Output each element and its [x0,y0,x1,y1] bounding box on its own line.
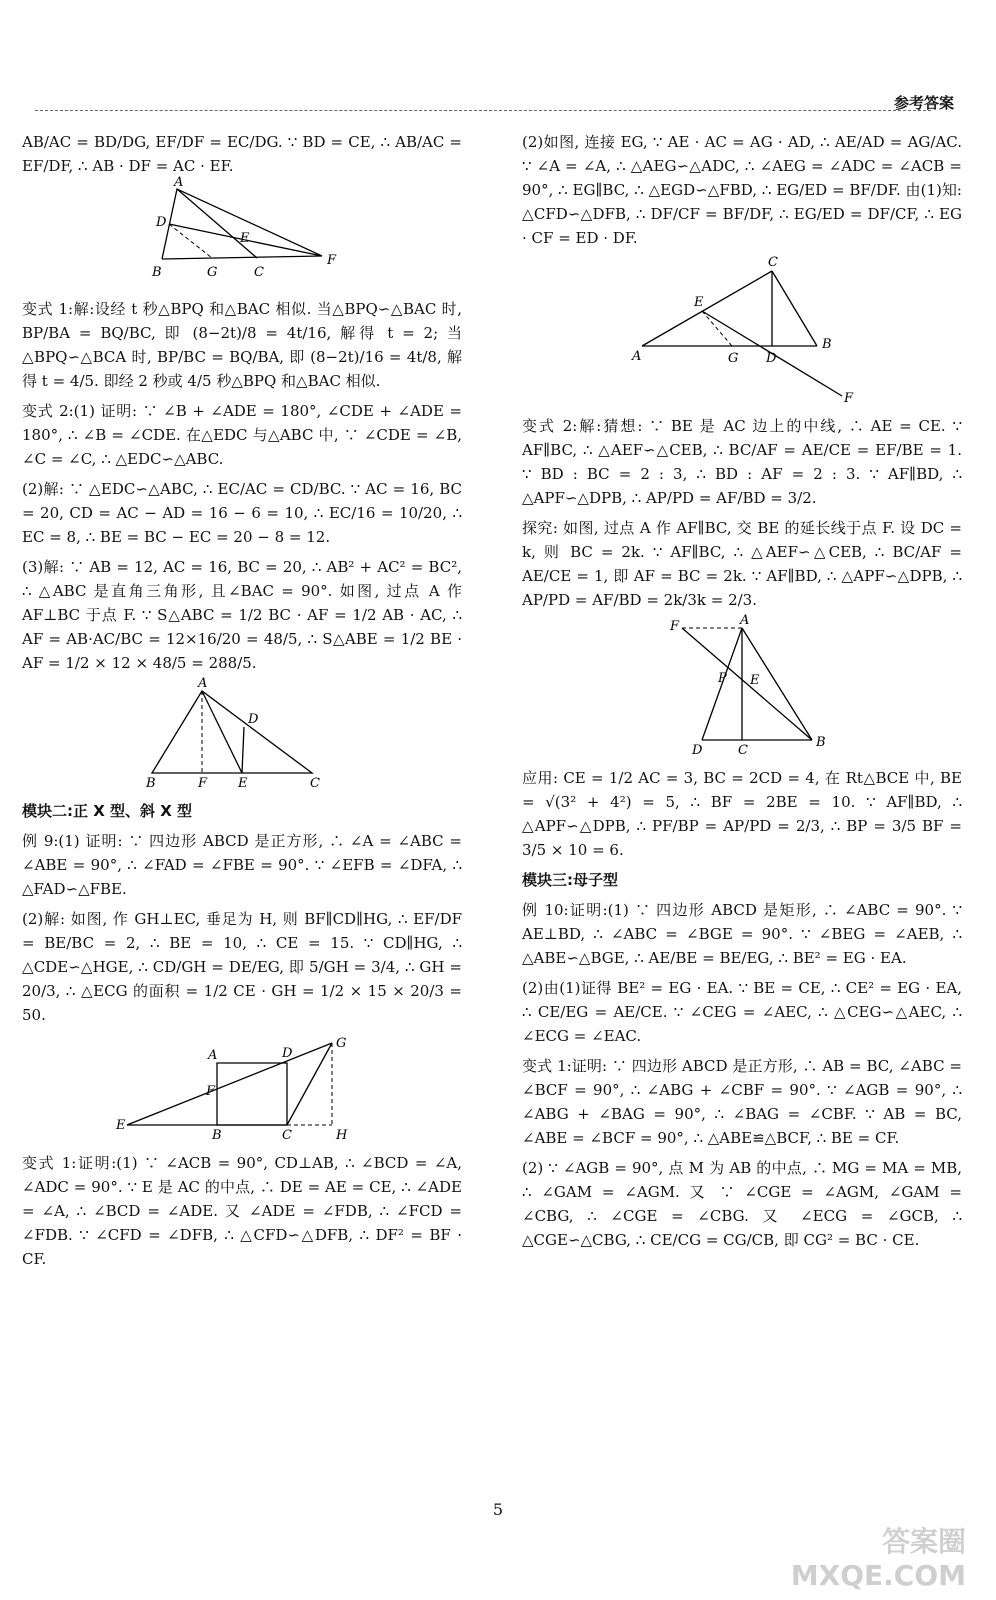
fig-label: C [282,1128,292,1143]
answer-paragraph: (2)由(1)证得 BE² = EG · EA. ∵ BE = CE, ∴ CE² = EG · EA, ∴ CE/EG = AE/CE. ∵ ∠CEG = ∠AEC, ∴ △CEG∽△AEC, ∴ ∠ECG = ∠EAC. [522,979,962,1045]
fig-label: F [844,391,854,406]
fig-label: B [152,265,162,280]
answer-paragraph: 变式 1:解:设经 t 秒△BPQ 和△BAC 相似. 当△BPQ∽△BAC 时, BP/BA = BQ/BC, 即 (8−2t)/8 = 4t/16, 解得 t = 2; 当△BPQ∽△BCA 时, BP/BC = BQ/BA, 即 (8−2t)/16 = 4t/8, 解得 t = 4/5. 即经 2 秒或 4/5 秒△BPQ 和△BAC 相似. [22,300,462,390]
fig-label: B [822,337,832,352]
answer-paragraph: 变式 1:证明: ∵ 四边形 ABCD 是正方形, ∴ AB = BC, ∠ABC = ∠BCF = 90°, ∴ ∠ABG + ∠CBF = 90°. ∵ ∠AGB = 90°, ∴ ∠ABG + ∠BAG = 90°, ∴ ∠BAG = ∠CBF. ∵ AB = BC, ∠ABE = ∠BCF = 90°, ∴ △ABE≌△BCF, ∴ BE = CF. [522,1057,962,1147]
answer-paragraph: 变式 2:(1) 证明: ∵ ∠B + ∠ADE = 180°, ∠CDE + ∠ADE = 180°, ∴ ∠B = ∠CDE. 在△EDC 与△ABC 中, ∵ ∠CDE = ∠B, ∠C = ∠C, ∴ △EDC∽△ABC. [22,402,462,468]
watermark-line: MXQE.COM [790,1559,966,1592]
answer-paragraph: 例 10:证明:(1) ∵ 四边形 ABCD 是矩形, ∴ ∠ABC = 90°. ∵ AE⊥BD, ∴ ∠ABC = ∠BGE = 90°. ∵ ∠BEG = ∠AEB, ∴ △ABE∽△BGE, ∴ AE/BE = BE/EG, ∴ BE² = EG · EA. [522,901,962,967]
answer-paragraph: (3)解: ∵ AB = 12, AC = 16, BC = 20, ∴ AB² + AC² = BC², ∴ △ABC 是直角三角形, 且∠BAC = 90°. 如图, 过点 A 作 AF⊥BC 于点 F. ∵ S△ABC = 1/2 BC · AF = 1/2 AB · AC, ∴ AF = AB·AC/BC = 12×16/20 = 48/5, ∴ S△ABE = 1/2 BE · AF = 1/2 × 12 × 48/5 = 288/5. [22,558,462,672]
answer-paragraph: 变式 1:证明:(1) ∵ ∠ACB = 90°, CD⊥AB, ∴ ∠BCD = ∠A, ∠ADC = 90°. ∵ E 是 AC 的中点, ∴ DE = AE = CE, ∴ ∠ADE = ∠A, ∴ ∠BCD = ∠ADE. 又 ∠ADE = ∠FDB, ∴ ∠FCD = ∠FDB. ∵ ∠CFD = ∠DFB, ∴ △CFD∽△DFB, ∴ DF² = BF · CF. [22,1154,462,1268]
fig-label: A [198,676,208,691]
header-title: 参考答案 [893,94,954,112]
answer-paragraph: (2)解: ∵ △EDC∽△ABC, ∴ EC/AC = CD/BC. ∵ AC = 16, BC = 20, CD = AC − AD = 16 − 6 = 10, ∴ EC/16 = 10/20, ∴ EC = 8, ∴ BE = BC − EC = 20 − 8 = 12. [22,480,462,546]
fig-label: D [248,712,259,727]
fig-label: H [336,1128,348,1143]
fig-label: G [728,351,739,366]
fig-label: D [692,743,703,758]
fig-label: C [738,743,748,758]
fig-label: A [740,613,750,628]
fig-label: P [718,671,727,686]
page-number: 5 [492,1500,504,1519]
fig-label: C [310,776,320,791]
answer-paragraph: 变式 2:解:猜想: ∵ BE 是 AC 边上的中线, ∴ AE = CE. ∵ AF∥BC, ∴ △AEF∽△CEB, ∴ BC/AF = AE/CE = EF/BE = 1. ∵ BD : BC = 2 : 3, ∴ BD : AF = 2 : 3. ∵ AF∥BD, ∴ △APF∽△DPB, ∴ AP/PD = AF/BD = 3/2. [522,417,962,507]
fig-label: F [327,253,337,268]
fig-label: D [766,351,777,366]
figure-5 [642,613,842,758]
watermark-line: 答案圈 [881,1525,966,1558]
answer-paragraph: 探究: 如图, 过点 A 作 AF∥BC, 交 BE 的延长线于点 F. 设 DC = k, 则 BC = 2k. ∵ AF∥BC, ∴ △AEF∽△CEB, ∴ BC/AF = AE/CE = 1, 即 AF = BC = 2k. ∵ AF∥BD, ∴ △APF∽△DPB, ∴ AP/PD = AF/BD = 2k/3k = 2/3. [522,519,962,609]
fig-label: A [208,1048,218,1063]
fig-label: D [156,215,167,230]
fig-label: F [198,776,208,791]
fig-label: A [632,349,642,364]
answer-paragraph: (2)如图, 连接 EG, ∵ AE · AC = AG · AD, ∴ AE/AD = AG/AC. ∵ ∠A = ∠A, ∴ △AEG∽△ADC, ∴ ∠AEG = ∠ADC = ∠ACB = 90°, ∴ EG∥BC, ∴ △EGD∽△FBD, ∴ EG/ED = BF/DF. 由(1)知: △CFD∽△DFB, ∴ DF/CF = BF/DF, ∴ EG/ED = DF/CF, ∴ EG · CF = ED · DF. [522,133,962,247]
fig-label: E [238,776,248,791]
fig-label: E [694,295,704,310]
figure-2 [132,676,352,791]
fig-label: B [146,776,156,791]
fig-label: C [768,255,778,270]
answer-paragraph: AB/AC = BD/DG, EF/DF = EC/DG. ∵ BD = CE, ∴ AB/AC = EF/DF, ∴ AB · DF = AC · EF. [22,133,462,175]
answer-paragraph: (2) ∵ ∠AGB = 90°, 点 M 为 AB 的中点, ∴ MG = MA = MB, ∴ ∠GAM = ∠AGM. 又 ∵ ∠CGE = ∠AGM, ∠GAM = ∠CBG, ∴ ∠CGE = ∠CBG. 又 ∠ECG = ∠GCB, ∴ △CGE∽△CBG, ∴ CE/CG = CG/CB, 即 CG² = BC · CE. [522,1159,962,1249]
right-column [522,130,962,1258]
fig-label: D [282,1046,293,1061]
fig-label: E [750,673,760,688]
fig-label: G [207,265,218,280]
answer-paragraph: 应用: CE = 1/2 AC = 3, BC = 2CD = 4, 在 Rt△BCE 中, BE = √(3² + 4²) = 5, ∴ BF = 2BE = 10. ∵ AF∥BD, ∴ △APF∽△DPB, ∴ PF/BP = AP/PD = 2/3, ∴ BP = 3/5 BF = 3/5 × 10 = 6. [522,769,962,859]
fig-label: C [254,265,264,280]
answer-paragraph: (2)解: 如图, 作 GH⊥EC, 垂足为 H, 则 BF∥CD∥HG, ∴ EF/DF = BE/BC = 2, ∴ BE = 10, ∴ CE = 15. ∵ CD∥HG, ∴ △CDE∽△HGE, ∴ CD/GH = DE/EG, 即 5/GH = 3/4, ∴ GH = 20/3, ∴ △ECG 的面积 = 1/2 CE · GH = 1/2 × 15 × 20/3 = 50. [22,910,462,1024]
header-divider [35,110,931,111]
fig-label: E [240,231,250,246]
figure-1 [132,175,352,289]
section-heading: 模块二:正 X 型、斜 X 型 [22,802,193,820]
watermark-logo [791,1525,966,1593]
answer-paragraph: 例 9:(1) 证明: ∵ 四边形 ABCD 是正方形, ∴ ∠A = ∠ABC = ∠ABE = 90°, ∴ ∠FAD = ∠FBE = 90°. ∵ ∠EFB = ∠DFA, ∴ △FAD∽△FBE. [22,832,462,898]
figure-3 [112,1033,372,1143]
fig-label: B [212,1128,222,1143]
section-heading: 模块三:母子型 [522,871,618,889]
figure-4 [622,256,862,406]
left-column [22,130,462,1277]
fig-label: F [670,619,680,634]
fig-label: E [116,1118,126,1133]
fig-label: B [816,735,826,750]
fig-label: G [336,1036,347,1051]
fig-label: F [206,1084,216,1099]
fig-label: A [174,175,184,190]
